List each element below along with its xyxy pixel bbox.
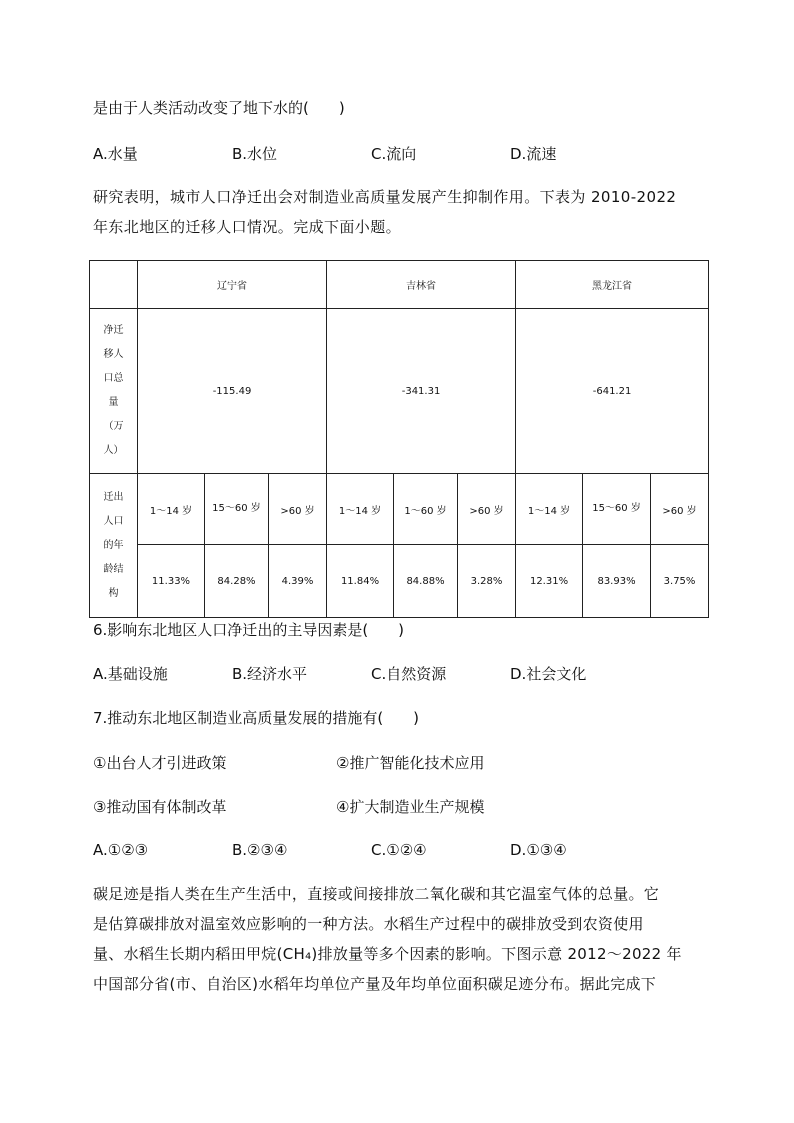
q6-option-a: A.基础设施 — [93, 665, 168, 683]
migration-table — [89, 260, 709, 618]
age-hlj-3: >60 岁 — [651, 474, 709, 545]
q5-option-a: A.水量 — [93, 145, 138, 163]
intro2-line3: 量、水稻生长期内稻田甲烷(CH₄)排放量等多个因素的影响。下图示意 2012～2022 年 — [93, 945, 682, 963]
val-hlj-1: 12.31% — [516, 545, 583, 618]
province-jilin: 吉林省 — [327, 261, 516, 309]
net-heilongjiang: -641.21 — [516, 309, 709, 474]
age-hlj-1: 1～14 岁 — [516, 474, 583, 545]
q6-option-c: C.自然资源 — [371, 665, 447, 683]
intro2-line1: 碳足迹是指人类在生产生活中，直接或间接排放二氧化碳和其它温室气体的总量。它 — [93, 885, 660, 903]
age-ln-1: 1～14 岁 — [138, 474, 205, 545]
q5-option-d: D.流速 — [510, 145, 557, 163]
net-migration-label: 净迁移人口总量（万人） — [90, 309, 138, 474]
val-ln-2: 84.28% — [205, 545, 269, 618]
q7-option-a: A.①②③ — [93, 841, 149, 859]
age-hlj-2: 15～60 岁 — [583, 474, 651, 545]
q7-item-1: ①出台人才引进政策 — [93, 754, 227, 772]
age-jl-2: 1～60 岁 — [394, 474, 458, 545]
val-ln-3: 4.39% — [269, 545, 327, 618]
intro2-line2: 是估算碳排放对温室效应影响的一种方法。水稻生产过程中的碳排放受到农资使用 — [93, 915, 644, 933]
q7-stem: 7.推动东北地区制造业高质量发展的措施有( ) — [93, 709, 420, 727]
val-ln-1: 11.33% — [138, 545, 205, 618]
q7-option-b: B.②③④ — [232, 841, 288, 859]
age-jl-3: >60 岁 — [458, 474, 516, 545]
intro1-line1: 研究表明，城市人口净迁出会对制造业高质量发展产生抑制作用。下表为 2010-2022 — [93, 188, 677, 206]
val-jl-2: 84.88% — [394, 545, 458, 618]
q7-item-2: ②推广智能化技术应用 — [336, 754, 485, 772]
q5-option-b: B.水位 — [232, 145, 278, 163]
q5-option-c: C.流向 — [371, 145, 417, 163]
q5-stem: 是由于人类活动改变了地下水的( ) — [93, 99, 345, 117]
province-liaoning: 辽宁省 — [138, 261, 327, 309]
age-ln-3: >60 岁 — [269, 474, 327, 545]
net-liaoning: -115.49 — [138, 309, 327, 474]
province-heilongjiang: 黑龙江省 — [516, 261, 709, 309]
net-jilin: -341.31 — [327, 309, 516, 474]
intro2-paragraph — [93, 879, 693, 999]
q7-option-d: D.①③④ — [510, 841, 567, 859]
q6-option-b: B.经济水平 — [232, 665, 308, 683]
q7-item-3: ③推动国有体制改革 — [93, 798, 227, 816]
q7-item-4: ④扩大制造业生产规模 — [336, 798, 485, 816]
age-jl-1: 1～14 岁 — [327, 474, 394, 545]
intro1-line2: 年东北地区的迁移人口情况。完成下面小题。 — [93, 218, 402, 236]
q7-option-c: C.①②④ — [371, 841, 427, 859]
q6-stem: 6.影响东北地区人口净迁出的主导因素是( ) — [93, 621, 405, 639]
age-ln-2: 15～60 岁 — [205, 474, 269, 545]
val-hlj-3: 3.75% — [651, 545, 709, 618]
q6-option-d: D.社会文化 — [510, 665, 587, 683]
val-jl-3: 3.28% — [458, 545, 516, 618]
age-structure-label: 迁出人口的年龄结构 — [90, 474, 138, 618]
val-hlj-2: 83.93% — [583, 545, 651, 618]
intro2-line4: 中国部分省(市、自治区)水稻年均单位产量及年均单位面积碳足迹分布。据此完成下 — [93, 975, 657, 993]
val-jl-1: 11.84% — [327, 545, 394, 618]
corner-cell — [90, 261, 138, 309]
